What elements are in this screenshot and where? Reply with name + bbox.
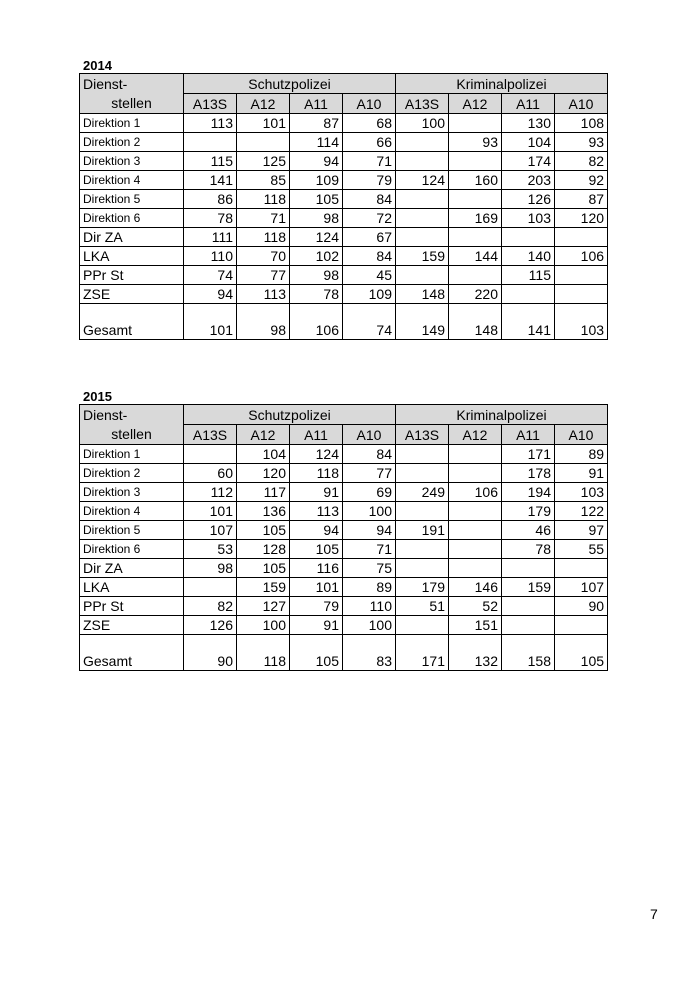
page-number: 7 (650, 906, 658, 922)
table-cell: 84 (343, 445, 396, 464)
table-cell: 106 (449, 483, 502, 502)
table-cell: 105 (555, 635, 608, 671)
table-cell: 53 (184, 540, 237, 559)
table-cell (449, 502, 502, 521)
table-cell: 98 (290, 266, 343, 285)
table-row (80, 171, 608, 190)
table-cell: 105 (290, 540, 343, 559)
header-row-groups (80, 405, 608, 425)
table-row (80, 209, 608, 228)
table-cell: 144 (449, 247, 502, 266)
table-cell: 94 (290, 152, 343, 171)
table-row (80, 445, 608, 464)
table-cell: 125 (237, 152, 290, 171)
grade-header: A11 (502, 425, 555, 445)
table-cell: 107 (555, 578, 608, 597)
row-label: LKA (80, 247, 184, 266)
row-label: ZSE (80, 616, 184, 635)
table-cell: 79 (290, 597, 343, 616)
table-cell: 84 (343, 247, 396, 266)
table-cell: 118 (237, 190, 290, 209)
table-row (80, 285, 608, 304)
table-cell: 75 (343, 559, 396, 578)
table-cell: 159 (502, 578, 555, 597)
row-label: Direktion 3 (80, 483, 184, 502)
table-cell: 220 (449, 285, 502, 304)
table-cell: 179 (396, 578, 449, 597)
table-cell: 111 (184, 228, 237, 247)
row-label: Direktion 6 (80, 540, 184, 559)
row-label: ZSE (80, 285, 184, 304)
table-cell: 140 (502, 247, 555, 266)
group-header-schutzpolizei: Schutzpolizei (184, 74, 396, 94)
grade-header: A10 (555, 94, 608, 114)
row-label: Direktion 5 (80, 521, 184, 540)
table-cell: 74 (343, 304, 396, 340)
row-label: PPr St (80, 597, 184, 616)
table-cell: 113 (184, 114, 237, 133)
table-cell (449, 152, 502, 171)
table-cell: 74 (184, 266, 237, 285)
table-row (80, 521, 608, 540)
table-cell: 105 (290, 190, 343, 209)
table-cell: 115 (502, 266, 555, 285)
table-cell: 115 (184, 152, 237, 171)
table-row (80, 616, 608, 635)
row-label: Direktion 1 (80, 445, 184, 464)
table-cell: 160 (449, 171, 502, 190)
table-cell: 70 (237, 247, 290, 266)
grade-header: A11 (290, 425, 343, 445)
table-row (80, 578, 608, 597)
table-cell: 93 (555, 133, 608, 152)
table-cell (396, 266, 449, 285)
grade-header: A13S (184, 94, 237, 114)
table-cell (502, 597, 555, 616)
table-cell: 102 (290, 247, 343, 266)
table-cell: 79 (343, 171, 396, 190)
table-cell: 126 (502, 190, 555, 209)
row-label: Gesamt (80, 635, 184, 671)
table-cell (396, 133, 449, 152)
grade-header: A12 (237, 94, 290, 114)
table-row (80, 152, 608, 171)
table-cell (396, 228, 449, 247)
dienststellen-header: Dienst- (80, 74, 184, 94)
table-cell: 178 (502, 464, 555, 483)
table-cell: 106 (555, 247, 608, 266)
table-row (80, 114, 608, 133)
table-cell: 101 (290, 578, 343, 597)
table-cell: 77 (237, 266, 290, 285)
table-cell (396, 616, 449, 635)
table-cell: 141 (184, 171, 237, 190)
table-cell (449, 464, 502, 483)
table-cell (184, 445, 237, 464)
table-cell: 122 (555, 502, 608, 521)
table-cell: 91 (555, 464, 608, 483)
header-row-grades (80, 94, 608, 114)
table-cell: 97 (555, 521, 608, 540)
table-cell (449, 228, 502, 247)
table-cell: 90 (555, 597, 608, 616)
table-cell: 124 (290, 445, 343, 464)
table-cell: 55 (555, 540, 608, 559)
table-cell: 117 (237, 483, 290, 502)
table-row-total (80, 635, 608, 671)
table-cell (449, 114, 502, 133)
table-cell: 101 (184, 304, 237, 340)
table-block-2015 (79, 390, 607, 671)
table-cell: 116 (290, 559, 343, 578)
table-cell: 51 (396, 597, 449, 616)
table-cell: 100 (343, 616, 396, 635)
table-cell: 82 (555, 152, 608, 171)
row-label: Gesamt (80, 304, 184, 340)
table-cell: 124 (396, 171, 449, 190)
table-cell: 98 (290, 209, 343, 228)
table-cell: 91 (290, 616, 343, 635)
table-cell (555, 266, 608, 285)
table-cell: 100 (343, 502, 396, 521)
table-block-2014 (79, 59, 607, 340)
grade-header: A11 (502, 94, 555, 114)
row-label: Direktion 3 (80, 152, 184, 171)
table-cell: 104 (502, 133, 555, 152)
year-heading-2014: 2014 (83, 58, 112, 73)
table-cell (396, 502, 449, 521)
table-cell: 78 (502, 540, 555, 559)
table-cell: 89 (343, 578, 396, 597)
table-cell: 106 (290, 304, 343, 340)
group-header-kriminalpolizei: Kriminalpolizei (396, 405, 608, 425)
table-row (80, 133, 608, 152)
table-cell (396, 445, 449, 464)
header-row-groups (80, 74, 608, 94)
table-cell: 78 (290, 285, 343, 304)
table-cell: 149 (396, 304, 449, 340)
row-label: Direktion 2 (80, 464, 184, 483)
table-cell: 92 (555, 171, 608, 190)
table-cell: 87 (290, 114, 343, 133)
table-row-total (80, 304, 608, 340)
table-cell: 66 (343, 133, 396, 152)
table-cell: 118 (237, 635, 290, 671)
table-cell (555, 285, 608, 304)
table-row (80, 190, 608, 209)
row-label: Direktion 4 (80, 502, 184, 521)
year-heading-2015: 2015 (83, 389, 112, 404)
table-cell: 141 (502, 304, 555, 340)
table-cell: 93 (449, 133, 502, 152)
table-cell: 113 (290, 502, 343, 521)
table-cell: 78 (184, 209, 237, 228)
table-cell: 171 (502, 445, 555, 464)
table-cell: 71 (343, 152, 396, 171)
table-cell (502, 228, 555, 247)
table-cell (449, 445, 502, 464)
table-cell: 112 (184, 483, 237, 502)
table-cell: 108 (555, 114, 608, 133)
table-cell (396, 209, 449, 228)
table-cell (502, 616, 555, 635)
row-label: Dir ZA (80, 228, 184, 247)
table-cell: 194 (502, 483, 555, 502)
table-cell: 159 (396, 247, 449, 266)
header-row-grades (80, 425, 608, 445)
table-cell: 105 (237, 521, 290, 540)
table-cell: 100 (237, 616, 290, 635)
stats-table-2015 (79, 404, 608, 671)
table-cell: 128 (237, 540, 290, 559)
table-cell: 45 (343, 266, 396, 285)
grade-header: A13S (396, 425, 449, 445)
table-cell: 124 (290, 228, 343, 247)
table-cell (449, 190, 502, 209)
table-row (80, 228, 608, 247)
table-cell: 71 (237, 209, 290, 228)
table-cell: 127 (237, 597, 290, 616)
table-cell (449, 540, 502, 559)
table-cell: 103 (502, 209, 555, 228)
table-cell: 83 (343, 635, 396, 671)
row-label: PPr St (80, 266, 184, 285)
row-label: LKA (80, 578, 184, 597)
table-cell: 82 (184, 597, 237, 616)
table-row (80, 464, 608, 483)
row-label: Direktion 5 (80, 190, 184, 209)
table-cell (555, 559, 608, 578)
table-cell (449, 521, 502, 540)
table-cell (184, 133, 237, 152)
table-cell: 69 (343, 483, 396, 502)
table-row (80, 266, 608, 285)
group-header-kriminalpolizei: Kriminalpolizei (396, 74, 608, 94)
row-label: Direktion 2 (80, 133, 184, 152)
dienststellen-header: Dienst- (80, 405, 184, 425)
table-row (80, 540, 608, 559)
table-cell (502, 285, 555, 304)
row-label: Direktion 1 (80, 114, 184, 133)
table-cell: 46 (502, 521, 555, 540)
grade-header: A10 (555, 425, 608, 445)
table-cell: 100 (396, 114, 449, 133)
table-cell: 87 (555, 190, 608, 209)
grade-header: A10 (343, 94, 396, 114)
table-cell: 113 (237, 285, 290, 304)
table-cell: 109 (343, 285, 396, 304)
table-cell: 130 (502, 114, 555, 133)
table-cell (237, 133, 290, 152)
table-cell: 67 (343, 228, 396, 247)
table-cell: 114 (290, 133, 343, 152)
row-label: Direktion 6 (80, 209, 184, 228)
table-cell: 148 (396, 285, 449, 304)
table-cell: 103 (555, 483, 608, 502)
table-cell: 169 (449, 209, 502, 228)
table-cell: 159 (237, 578, 290, 597)
group-header-schutzpolizei: Schutzpolizei (184, 405, 396, 425)
table-cell: 105 (237, 559, 290, 578)
table-cell: 179 (502, 502, 555, 521)
table-cell (396, 152, 449, 171)
table-cell: 101 (237, 114, 290, 133)
table-cell: 86 (184, 190, 237, 209)
table-cell: 126 (184, 616, 237, 635)
table-row (80, 502, 608, 521)
table-cell: 120 (555, 209, 608, 228)
table-cell: 98 (237, 304, 290, 340)
table-cell (184, 578, 237, 597)
table-row (80, 247, 608, 266)
row-label: Dir ZA (80, 559, 184, 578)
table-cell (555, 616, 608, 635)
table-cell: 91 (290, 483, 343, 502)
table-cell: 203 (502, 171, 555, 190)
table-cell: 151 (449, 616, 502, 635)
table-cell: 148 (449, 304, 502, 340)
table-cell: 103 (555, 304, 608, 340)
table-cell: 109 (290, 171, 343, 190)
grade-header: A13S (184, 425, 237, 445)
table-cell: 52 (449, 597, 502, 616)
table-cell: 72 (343, 209, 396, 228)
table-cell: 94 (343, 521, 396, 540)
table-cell: 174 (502, 152, 555, 171)
table-cell (396, 559, 449, 578)
table-cell: 132 (449, 635, 502, 671)
table-cell: 71 (343, 540, 396, 559)
table-cell: 68 (343, 114, 396, 133)
table-cell: 94 (290, 521, 343, 540)
grade-header: A13S (396, 94, 449, 114)
table-cell: 105 (290, 635, 343, 671)
dienststellen-header-cont: stellen (80, 425, 184, 445)
dienststellen-header-cont: stellen (80, 94, 184, 114)
table-cell: 90 (184, 635, 237, 671)
table-cell: 107 (184, 521, 237, 540)
table-cell: 118 (237, 228, 290, 247)
table-row (80, 483, 608, 502)
stats-table-2014 (79, 73, 608, 340)
table-cell: 101 (184, 502, 237, 521)
table-cell: 110 (184, 247, 237, 266)
table-cell: 104 (237, 445, 290, 464)
table-row (80, 559, 608, 578)
table-cell: 158 (502, 635, 555, 671)
table-cell: 84 (343, 190, 396, 209)
table-cell: 171 (396, 635, 449, 671)
table-cell: 77 (343, 464, 396, 483)
grade-header: A11 (290, 94, 343, 114)
grade-header: A12 (449, 425, 502, 445)
table-cell: 146 (449, 578, 502, 597)
table-cell: 118 (290, 464, 343, 483)
table-cell: 85 (237, 171, 290, 190)
table-cell (396, 464, 449, 483)
table-cell: 110 (343, 597, 396, 616)
table-cell (449, 266, 502, 285)
table-cell: 136 (237, 502, 290, 521)
table-cell: 98 (184, 559, 237, 578)
table-cell (502, 559, 555, 578)
table-cell (449, 559, 502, 578)
table-cell: 191 (396, 521, 449, 540)
table-cell: 60 (184, 464, 237, 483)
table-row (80, 597, 608, 616)
grade-header: A10 (343, 425, 396, 445)
table-cell (396, 190, 449, 209)
grade-header: A12 (237, 425, 290, 445)
table-cell (396, 540, 449, 559)
row-label: Direktion 4 (80, 171, 184, 190)
table-cell: 249 (396, 483, 449, 502)
grade-header: A12 (449, 94, 502, 114)
table-cell (555, 228, 608, 247)
table-cell: 89 (555, 445, 608, 464)
table-cell: 120 (237, 464, 290, 483)
table-cell: 94 (184, 285, 237, 304)
